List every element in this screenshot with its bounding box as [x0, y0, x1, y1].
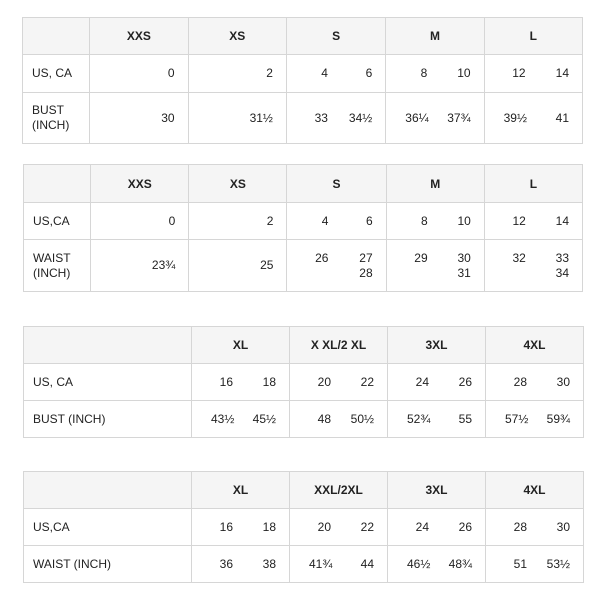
header-size: M	[386, 18, 484, 55]
value: 37¾	[447, 110, 471, 125]
row-label: BUST (INCH)	[24, 401, 192, 438]
header-size: XXS	[91, 165, 189, 203]
value: 48	[317, 411, 331, 426]
header-size: S	[286, 18, 385, 55]
value: 16	[219, 374, 233, 389]
value: 30 31	[457, 250, 471, 280]
value-cell	[484, 203, 582, 240]
size-header-row	[24, 472, 584, 509]
value: 26	[458, 374, 472, 389]
value: 26	[315, 250, 329, 265]
value-cell	[286, 55, 385, 93]
header-corner	[24, 472, 192, 509]
value: 0	[168, 213, 176, 228]
value: 10	[457, 66, 471, 80]
value-cell	[386, 93, 484, 144]
size-header-row	[23, 18, 583, 55]
value-cell	[192, 364, 290, 401]
waist-size-table-large	[23, 471, 584, 583]
value: 16	[219, 519, 233, 534]
value-cell	[90, 55, 188, 93]
value-cell	[486, 364, 584, 401]
row-label: US,CA	[24, 203, 91, 240]
row-label: BUST (INCH)	[23, 93, 90, 144]
value: 23¾	[151, 258, 176, 272]
value: 59¾	[546, 411, 570, 426]
value-cell	[486, 546, 584, 583]
value: 48¾	[448, 556, 472, 571]
value-cell	[90, 93, 188, 144]
header-size: 4XL	[486, 327, 584, 364]
value: 39½	[503, 110, 527, 125]
value: 36¼	[405, 110, 429, 125]
value-cell	[388, 401, 486, 438]
value: 25	[260, 258, 274, 272]
value-cell	[290, 509, 388, 546]
header-size: 4XL	[486, 472, 584, 509]
value: 50½	[350, 411, 374, 426]
value: 12	[512, 213, 526, 228]
value: 33	[314, 110, 328, 125]
value-cell	[386, 55, 484, 93]
value-cell	[188, 55, 286, 93]
value-cell	[388, 509, 486, 546]
row-label: US,CA	[24, 509, 192, 546]
value-cell	[189, 240, 287, 292]
header-size: XS	[189, 165, 287, 203]
table-row	[24, 240, 583, 292]
value: 46½	[407, 556, 431, 571]
value-cell	[388, 546, 486, 583]
value-cell	[484, 93, 582, 144]
header-size: L	[484, 165, 582, 203]
header-size: 3XL	[388, 327, 486, 364]
value-cell	[290, 401, 388, 438]
value: 4	[321, 66, 328, 80]
value: 6	[365, 213, 373, 228]
value: 2	[266, 66, 273, 80]
value-cell	[290, 546, 388, 583]
value-cell	[290, 364, 388, 401]
value: 44	[360, 556, 374, 571]
row-label: WAIST (INCH)	[24, 240, 91, 292]
size-header-row	[24, 327, 584, 364]
table-row	[24, 203, 583, 240]
value: 24	[415, 374, 429, 389]
value: 10	[457, 213, 471, 228]
table-row	[23, 93, 583, 144]
header-size: XL	[192, 472, 290, 509]
table-row	[24, 546, 584, 583]
header-corner	[24, 327, 192, 364]
header-size: X XL/2 XL	[290, 327, 388, 364]
value: 38	[262, 556, 276, 571]
header-size: XS	[188, 18, 286, 55]
value: 55	[458, 411, 472, 426]
value: 30	[161, 110, 175, 125]
header-corner	[23, 18, 90, 55]
value-cell	[189, 203, 287, 240]
table-row	[24, 509, 584, 546]
table-row	[24, 364, 584, 401]
value-cell	[188, 93, 286, 144]
value-cell	[388, 364, 486, 401]
value-cell	[386, 240, 484, 292]
value: 29	[414, 250, 428, 265]
value: 45½	[252, 411, 276, 426]
header-size: 3XL	[388, 472, 486, 509]
header-size: XXS	[90, 18, 188, 55]
value: 22	[360, 374, 374, 389]
value: 6	[365, 66, 373, 80]
value: 14	[555, 213, 569, 228]
waist-size-table-small	[23, 164, 583, 292]
value: 31½	[249, 110, 273, 125]
value-cell	[91, 240, 189, 292]
value: 41	[555, 110, 569, 125]
value: 30	[556, 519, 570, 534]
value-cell	[91, 203, 189, 240]
value-cell	[287, 203, 386, 240]
value: 20	[317, 374, 331, 389]
header-corner	[24, 165, 91, 203]
value: 32	[512, 250, 526, 265]
value: 28	[513, 374, 527, 389]
value: 52¾	[407, 411, 431, 426]
value-cell	[486, 509, 584, 546]
value: 0	[167, 66, 175, 80]
value: 4	[321, 213, 329, 228]
value: 43½	[211, 411, 235, 426]
header-size: XL	[192, 327, 290, 364]
value: 57½	[505, 411, 529, 426]
bust-size-table-small	[22, 17, 583, 144]
value-cell	[192, 509, 290, 546]
value: 53½	[546, 556, 570, 571]
value: 20	[317, 519, 331, 534]
value: 30	[556, 374, 570, 389]
value: 33 34	[555, 250, 569, 280]
value: 18	[262, 519, 276, 534]
row-label: US, CA	[24, 364, 192, 401]
header-size: S	[287, 165, 386, 203]
value: 26	[458, 519, 472, 534]
value: 41¾	[309, 556, 333, 571]
value: 27 28	[359, 250, 373, 280]
value: 24	[415, 519, 429, 534]
value-cell	[486, 401, 584, 438]
value: 36	[219, 556, 233, 571]
row-label: US, CA	[23, 55, 90, 93]
header-size: L	[484, 18, 582, 55]
value: 2	[266, 213, 274, 228]
bust-size-table-large	[23, 326, 584, 438]
value: 8	[420, 213, 428, 228]
value-cell	[484, 240, 582, 292]
header-size: XXL/2XL	[290, 472, 388, 509]
value-cell	[192, 401, 290, 438]
value: 8	[420, 66, 428, 80]
size-header-row	[24, 165, 583, 203]
table-row	[23, 55, 583, 93]
row-label: WAIST (INCH)	[24, 546, 192, 583]
value-cell	[287, 240, 386, 292]
value-cell	[386, 203, 484, 240]
header-size: M	[386, 165, 484, 203]
value-cell	[286, 93, 385, 144]
value: 18	[262, 374, 276, 389]
value: 12	[512, 66, 526, 80]
value: 51	[513, 556, 527, 571]
value: 28	[513, 519, 527, 534]
table-row	[24, 401, 584, 438]
value: 22	[360, 519, 374, 534]
value-cell	[192, 546, 290, 583]
value: 14	[555, 66, 569, 80]
value: 34½	[348, 110, 373, 125]
value-cell	[484, 55, 582, 93]
